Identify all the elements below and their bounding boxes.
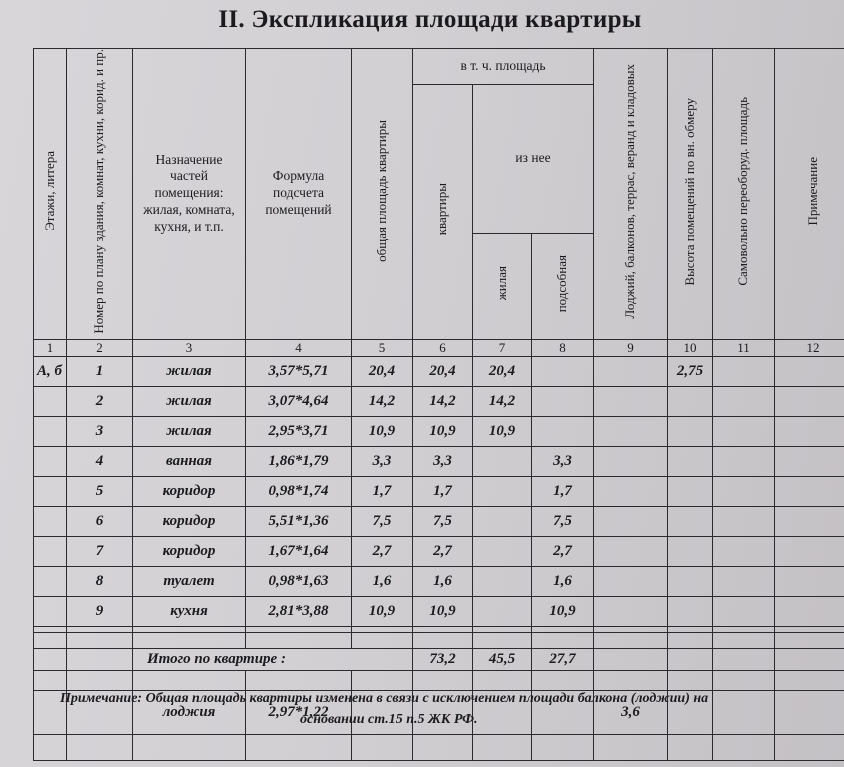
- cell-empty: [775, 446, 844, 476]
- cell-num: 1: [67, 356, 133, 386]
- cell-empty: [713, 536, 775, 566]
- header-plan-number: Номер по плану здания, комнат, кухни, корид. и пр.: [67, 49, 133, 340]
- cell-flat: 1,7: [413, 476, 473, 506]
- cell-formula: 3,07*4,64: [246, 386, 352, 416]
- cell-formula: 1,67*1,64: [246, 536, 352, 566]
- cell-loggia: [594, 506, 668, 536]
- cell-aux: 1,7: [532, 476, 594, 506]
- cell-formula: 2,95*3,71: [246, 416, 352, 446]
- header-loggia: Лоджий, балконов, террас, веранд и кладовых: [594, 49, 668, 340]
- cell-name: коридор: [133, 536, 246, 566]
- table-row: [34, 536, 844, 566]
- cell-loggia: [594, 386, 668, 416]
- cell-empty: [775, 386, 844, 416]
- cell-empty: [713, 596, 775, 626]
- cell-loggia: [594, 446, 668, 476]
- cell-name: ванная: [133, 446, 246, 476]
- cell-empty: [713, 356, 775, 386]
- cell-total: 1,7: [352, 476, 413, 506]
- cell-num: 9: [67, 596, 133, 626]
- cell-total: 3,3: [352, 446, 413, 476]
- cell-num: 5: [67, 476, 133, 506]
- table-row: [34, 596, 844, 626]
- cell-name: кухня: [133, 596, 246, 626]
- cell-loggia: [594, 566, 668, 596]
- cell-total: 10,9: [352, 596, 413, 626]
- cell-total: 14,2: [352, 386, 413, 416]
- cell-formula: 1,86*1,79: [246, 446, 352, 476]
- table-row: [34, 566, 844, 596]
- header-purpose: Назначение частей помещения: жилая, комната, кухня, и т.п.: [133, 49, 246, 340]
- cell-aux: [532, 416, 594, 446]
- header-flat: квартиры: [413, 85, 473, 340]
- header-self-rebuilt: Самовольно переоборуд. площадь: [713, 49, 775, 340]
- cell-height: 2,75: [668, 356, 713, 386]
- cell-num: 4: [67, 446, 133, 476]
- empty-row: [34, 734, 844, 760]
- cell-loggia: [594, 416, 668, 446]
- cell-formula: 3,57*5,71: [246, 356, 352, 386]
- itogo-living: 45,5: [473, 648, 532, 670]
- cell-num: 2: [67, 386, 133, 416]
- cell-flat: 10,9: [413, 596, 473, 626]
- cell-name: жилая: [133, 416, 246, 446]
- cell-name: жилая: [133, 356, 246, 386]
- cell-empty: [713, 446, 775, 476]
- cell-aux: 7,5: [532, 506, 594, 536]
- cell-aux: [532, 356, 594, 386]
- cell-num: 7: [67, 536, 133, 566]
- cell-total: 20,4: [352, 356, 413, 386]
- footnote: [60, 688, 830, 730]
- cell-living: [473, 536, 532, 566]
- cell-formula: 5,51*1,36: [246, 506, 352, 536]
- cell-lit: [34, 596, 67, 626]
- itogo-label: Итого по квартире :: [133, 648, 413, 670]
- cell-flat: 7,5: [413, 506, 473, 536]
- table-row: [34, 386, 844, 416]
- itogo-aux: 27,7: [532, 648, 594, 670]
- empty-row: [34, 670, 844, 690]
- cell-formula: 0,98*1,74: [246, 476, 352, 506]
- cell-total: 2,7: [352, 536, 413, 566]
- cell-loggia: [594, 596, 668, 626]
- cell-lit: А, б: [34, 356, 67, 386]
- cell-height: [668, 476, 713, 506]
- header-floors: Этажи, литера: [34, 49, 67, 340]
- cell-lit: [34, 446, 67, 476]
- cell-num: 8: [67, 566, 133, 596]
- cell-aux: 2,7: [532, 536, 594, 566]
- header-height: Высота помещений по вн. обмеру: [668, 49, 713, 340]
- cell-aux: 3,3: [532, 446, 594, 476]
- loggia-name: лоджия: [133, 690, 246, 734]
- document-title: II. Экспликация площади квартиры: [218, 6, 642, 33]
- cell-loggia: [594, 536, 668, 566]
- cell-living: [473, 596, 532, 626]
- cell-empty: [713, 566, 775, 596]
- header-living: жилая: [473, 233, 532, 339]
- cell-empty: [713, 416, 775, 446]
- cell-lit: [34, 416, 67, 446]
- cell-flat: 2,7: [413, 536, 473, 566]
- header-auxiliary: подсобная: [532, 233, 594, 339]
- cell-height: [668, 386, 713, 416]
- cell-loggia: [594, 356, 668, 386]
- cell-living: [473, 446, 532, 476]
- cell-empty: [775, 476, 844, 506]
- cell-flat: 10,9: [413, 416, 473, 446]
- cell-lit: [34, 506, 67, 536]
- cell-total: 7,5: [352, 506, 413, 536]
- cell-flat: 1,6: [413, 566, 473, 596]
- cell-formula: 2,81*3,88: [246, 596, 352, 626]
- cell-lit: [34, 536, 67, 566]
- header-total-area: общая площадь квартиры: [352, 49, 413, 340]
- cell-lit: [34, 476, 67, 506]
- cell-living: [473, 566, 532, 596]
- cell-name: коридор: [133, 506, 246, 536]
- cell-height: [668, 506, 713, 536]
- explication-table: [33, 48, 844, 761]
- column-number-row: 1 2 3 4 5 6 7 8 9 10 11 12: [34, 339, 844, 356]
- cell-empty: [713, 476, 775, 506]
- footnote-line-2: основании ст.15 п.5 ЖК РФ.: [300, 712, 478, 727]
- cell-height: [668, 566, 713, 596]
- loggia-area: 3,6: [594, 690, 668, 734]
- cell-name: коридор: [133, 476, 246, 506]
- cell-name: туалет: [133, 566, 246, 596]
- itogo-row: [34, 648, 844, 670]
- cell-name: жилая: [133, 386, 246, 416]
- cell-empty: [775, 416, 844, 446]
- cell-living: [473, 506, 532, 536]
- loggia-formula: 2,97*1,22: [246, 690, 352, 734]
- cell-aux: [532, 386, 594, 416]
- table-row: [34, 356, 844, 386]
- cell-empty: [713, 506, 775, 536]
- footnote-line-1: Примечание: Общая площадь квартиры изменена в связи с исключением площади балкона (лоджии) на: [60, 691, 709, 706]
- cell-living: 14,2: [473, 386, 532, 416]
- header-remark: Примечание: [775, 49, 844, 340]
- cell-height: [668, 596, 713, 626]
- cell-loggia: [594, 476, 668, 506]
- cell-height: [668, 416, 713, 446]
- cell-empty: [775, 536, 844, 566]
- table-row: [34, 416, 844, 446]
- cell-num: 3: [67, 416, 133, 446]
- cell-flat: 14,2: [413, 386, 473, 416]
- cell-formula: 0,98*1,63: [246, 566, 352, 596]
- cell-num: 6: [67, 506, 133, 536]
- cell-empty: [713, 386, 775, 416]
- cell-height: [668, 446, 713, 476]
- header-subgroup: из нее: [473, 85, 594, 234]
- cell-height: [668, 536, 713, 566]
- cell-lit: [34, 386, 67, 416]
- header-group-area: в т. ч. площадь: [413, 49, 594, 85]
- cell-aux: 10,9: [532, 596, 594, 626]
- cell-living: 10,9: [473, 416, 532, 446]
- table-row: [34, 476, 844, 506]
- cell-empty: [775, 356, 844, 386]
- cell-empty: [775, 506, 844, 536]
- cell-lit: [34, 566, 67, 596]
- cell-flat: 20,4: [413, 356, 473, 386]
- itogo-flat: 73,2: [413, 648, 473, 670]
- cell-total: 10,9: [352, 416, 413, 446]
- cell-empty: [775, 596, 844, 626]
- header-formula: Формула подсчета помещений: [246, 49, 352, 340]
- cell-empty: [775, 566, 844, 596]
- table-row: [34, 506, 844, 536]
- table-row: [34, 446, 844, 476]
- cell-aux: 1,6: [532, 566, 594, 596]
- empty-row: [34, 632, 844, 648]
- cell-flat: 3,3: [413, 446, 473, 476]
- cell-living: 20,4: [473, 356, 532, 386]
- cell-living: [473, 476, 532, 506]
- cell-total: 1,6: [352, 566, 413, 596]
